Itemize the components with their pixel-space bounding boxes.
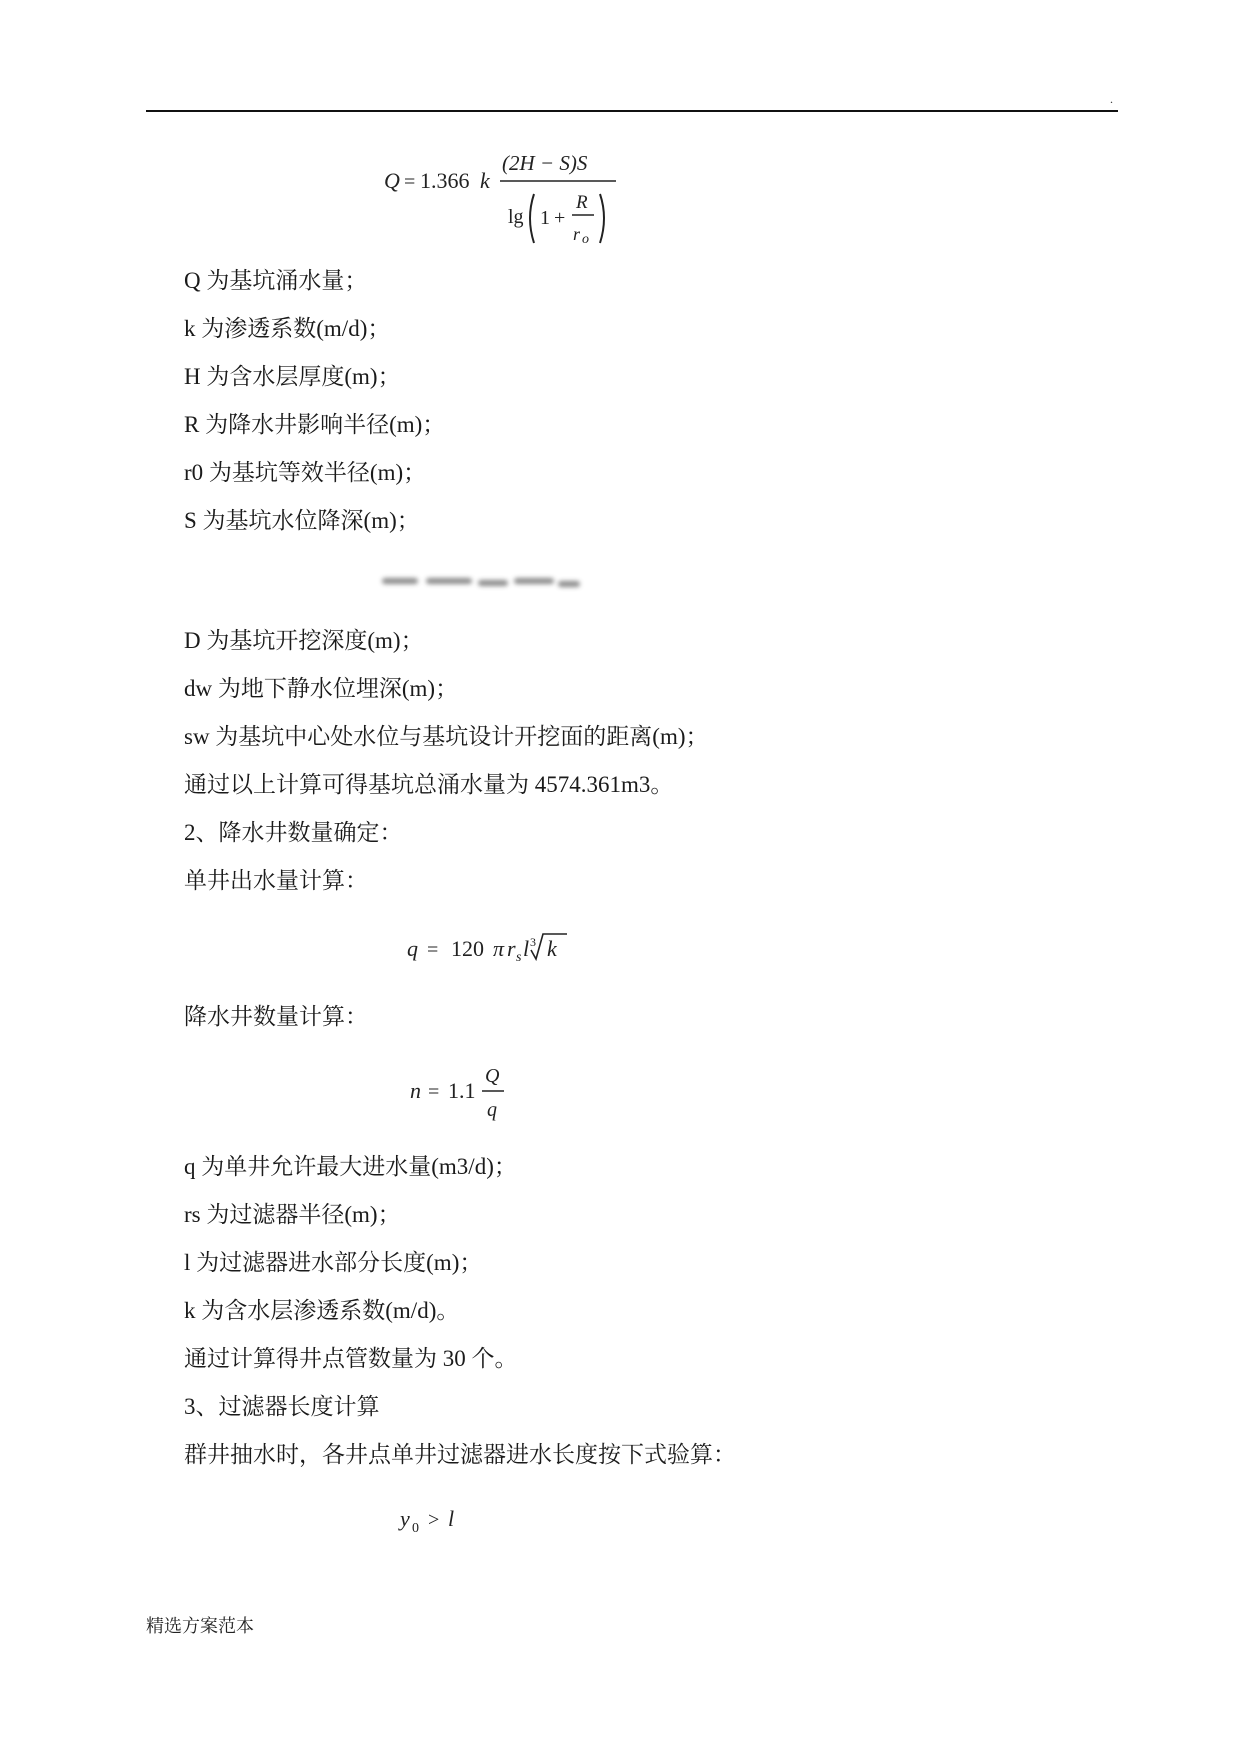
formula-sw-r: r — [507, 936, 516, 961]
formula-q-r: r — [573, 224, 581, 244]
blurred-formula-image — [382, 572, 582, 594]
formula-sw-k: k — [547, 936, 557, 961]
formula-sw-root-index: 3 — [530, 935, 536, 949]
section-2-heading: 2、降水井数量确定： — [184, 820, 403, 845]
formula-q-numerator: (2H − S)S — [502, 151, 588, 175]
formula-q-eq: = — [404, 171, 416, 193]
formula-n-coef: 1.1 — [448, 1078, 476, 1103]
header-rule — [146, 110, 1118, 112]
def-dw-groundwater: dw 为地下静水位埋深(m)； — [184, 676, 459, 701]
formula-q-right-paren — [600, 194, 604, 243]
def-r0-radius: r0 为基坑等效半径(m)； — [184, 460, 427, 485]
formula-single-well — [405, 928, 595, 968]
formula-total-inflow — [380, 148, 620, 253]
formula-y0-check — [398, 1500, 478, 1540]
formula-q-lhs: Q — [384, 168, 400, 193]
well-count-calc-label: 降水井数量计算： — [184, 1004, 368, 1029]
def-k-aquifer-permeability: k 为含水层渗透系数(m/d)。 — [184, 1298, 460, 1323]
formula-q-coef: 1.366 — [420, 168, 470, 193]
formula-q-one: 1 — [540, 207, 550, 229]
formula-sw-l: l — [523, 936, 530, 961]
formula-y0-op: > — [428, 1509, 440, 1531]
formula-q-R: R — [576, 192, 588, 213]
def-q-inflow: Q 为基坑涌水量； — [184, 268, 368, 293]
formula-sw-eq: = — [427, 939, 439, 961]
formula-n-eq: = — [428, 1081, 440, 1103]
formula-q-k: k — [480, 168, 490, 193]
formula-q-plus: + — [554, 207, 566, 229]
formula-well-count — [408, 1058, 518, 1128]
def-l-filter-length: l 为过滤器进水部分长度(m)； — [184, 1250, 483, 1275]
def-q-max-intake: q 为单井允许最大进水量(m3/d)； — [184, 1154, 517, 1179]
single-well-calc-label: 单井出水量计算： — [184, 868, 368, 893]
def-h-aquifer: H 为含水层厚度(m)； — [184, 364, 401, 389]
total-inflow-result: 通过以上计算可得基坑总涌水量为 4574.361m3。 — [184, 772, 674, 797]
formula-y0-l: l — [448, 1506, 455, 1531]
formula-n-num: Q — [485, 1065, 500, 1087]
page-footer: 精选方案范本 — [146, 1616, 254, 1637]
formula-y0-y: y — [400, 1506, 410, 1531]
formula-q-left-paren — [530, 194, 534, 243]
section-3-heading: 3、过滤器长度计算 — [184, 1394, 380, 1419]
formula-n-lhs: n — [410, 1078, 421, 1103]
formula-sw-lhs: q — [407, 936, 418, 961]
formula-sw-r-sub: s — [516, 950, 522, 965]
def-d-depth: D 为基坑开挖深度(m)； — [184, 628, 424, 653]
formula-sw-pi: π — [493, 936, 505, 961]
group-well-check-text: 群井抽水时，各井点单井过滤器进水长度按下式验算： — [184, 1442, 736, 1467]
def-k-permeability: k 为渗透系数(m/d)； — [184, 316, 391, 341]
def-sw-distance: sw 为基坑中心处水位与基坑设计开挖面的距离(m)； — [184, 724, 709, 749]
formula-q-lg: lg — [508, 206, 524, 228]
def-s-drawdown: S 为基坑水位降深(m)； — [184, 508, 420, 533]
formula-q-r-sub: o — [582, 232, 589, 247]
def-rs-filter-radius: rs 为过滤器半径(m)； — [184, 1202, 401, 1227]
header-mark: . — [1110, 92, 1113, 106]
def-r-influence: R 为降水井影响半径(m)； — [184, 412, 446, 437]
formula-n-den: q — [487, 1099, 497, 1121]
well-count-result: 通过计算得井点管数量为 30 个。 — [184, 1346, 518, 1371]
formula-y0-sub: 0 — [412, 1521, 419, 1536]
formula-sw-coef: 120 — [451, 936, 484, 961]
